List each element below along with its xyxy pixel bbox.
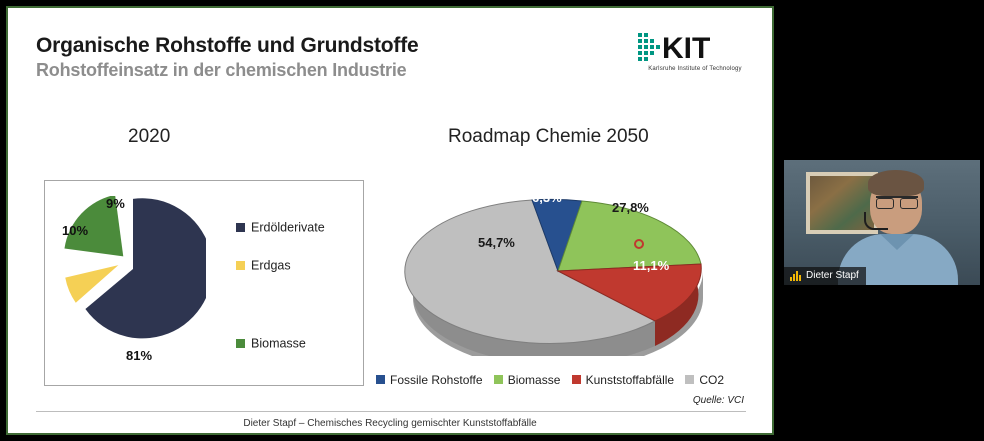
pie-2020-label-biomasse: 9% (106, 196, 125, 211)
legend-item-kunststoffabfaelle (572, 372, 675, 387)
slide-footer: Dieter Stapf – Chemisches Recycling gemischter Kunststoffabfälle (243, 418, 537, 429)
participant-hair (868, 170, 924, 196)
pie-2050-label-fossile-rohstoffe: 6,3% (532, 190, 562, 205)
page-title: Organische Rohstoffe und Grundstoffe (36, 34, 419, 57)
legend-swatch-fossile-rohstoffe (376, 375, 385, 384)
presentation-slide (6, 6, 774, 435)
source-note: Quelle: VCI (692, 395, 744, 406)
legend-swatch-erdgas (236, 261, 245, 270)
legend-swatch-co2 (685, 375, 694, 384)
chart-title-roadmap-2050: Roadmap Chemie 2050 (448, 126, 649, 147)
legend-label-biomasse: Biomasse (251, 336, 306, 351)
legend-swatch-kunststoffabfaelle (572, 375, 581, 384)
legend-roadmap-2050 (376, 372, 724, 387)
legend-swatch-biomasse-2050 (494, 375, 503, 384)
legend-item-erdgas (236, 258, 291, 273)
page-subtitle: Rohstoffeinsatz in der chemischen Industrie (36, 60, 407, 80)
pie-chart-2020 (60, 196, 206, 342)
svg-text:KIT: KIT (662, 32, 711, 64)
legend-item-biomasse-2050 (494, 372, 561, 387)
kit-logo-caption: Karlsruhe Institute of Technology (648, 66, 742, 72)
participant-name: Dieter Stapf (806, 270, 859, 281)
participant-video-tile[interactable] (784, 160, 980, 285)
pie-2050-label-biomasse: 27,8% (612, 200, 649, 215)
legend-swatch-biomasse (236, 339, 245, 348)
glasses-icon (876, 196, 918, 207)
pie-2020-label-erdgas: 10% (62, 223, 89, 238)
legend-item-biomasse (236, 336, 306, 351)
legend-label-biomasse-2050: Biomasse (507, 372, 561, 387)
kit-logo (636, 30, 754, 82)
legend-label-kunststoffabfaelle: Kunststoffabfälle (585, 372, 675, 387)
legend-label-co2: CO2 (699, 372, 724, 387)
legend-label-erdgas: Erdgas (251, 258, 291, 273)
legend-label-fossile-rohstoffe: Fossile Rohstoffe (390, 372, 483, 387)
footer-divider (36, 411, 746, 412)
legend-label-erdoelderivate: Erdölderivate (251, 220, 325, 235)
pie-2050-label-co2: 54,7% (478, 235, 515, 250)
legend-item-erdoelderivate (236, 220, 325, 235)
pie-2020-label-erdoelderivate: 81% (126, 348, 153, 363)
legend-swatch-erdoelderivate (236, 223, 245, 232)
chart-title-2020: 2020 (128, 126, 171, 147)
headset-mic-icon (864, 212, 888, 230)
pie-2050-label-kunststoffabfaelle: 11,1% (633, 258, 670, 273)
legend-item-fossile-rohstoffe (376, 372, 483, 387)
kit-logo-icon (636, 30, 754, 64)
microphone-level-icon (790, 271, 801, 281)
legend-item-co2 (685, 372, 724, 387)
participant-name-bar (784, 267, 866, 285)
